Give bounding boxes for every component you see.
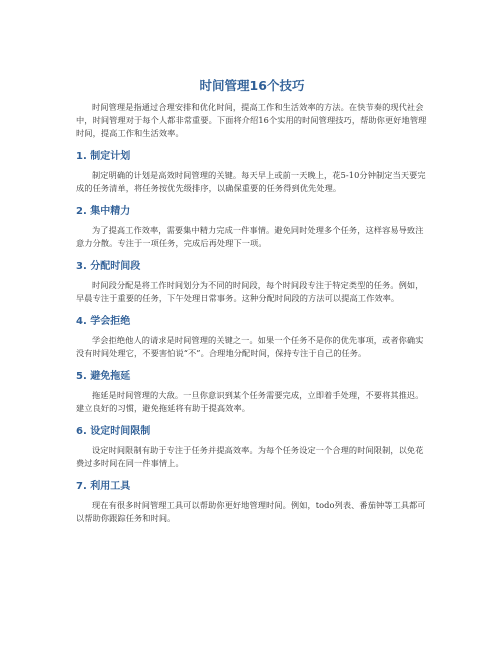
section-2: [76, 205, 428, 250]
section-body: 时间段分配是将工作时间划分为不同的时间段，每个时间段专注于特定类型的任务。例如，早晨专注于重要的任务，下午处理日常事务。这种分配时间段的方法可以提高工作效率。: [76, 280, 424, 303]
intro-paragraph: 时间管理是指通过合理安排和优化时间，提高工作和生活效率的方法。在快节奏的现代社会中，时间管理对于每个人都非常重要。下面将介绍16个实用的时间管理技巧，帮助你更好地管理时间，提高工作和生活效率。: [76, 102, 427, 138]
section-body: 拖延是时间管理的大敌。一旦你意识到某个任务需要完成，立即着手处理，不要将其推迟。建立良好的习惯，避免拖延将有助于提高效率。: [76, 390, 424, 413]
section-6: [76, 425, 428, 470]
section-heading: 3. 分配时间段: [76, 261, 141, 272]
document-title: 时间管理16个技巧: [199, 78, 305, 93]
section-body: 设定时间限制有助于专注于任务并提高效率。为每个任务设定一个合理的时间限制，以免花费过多时间在同一件事情上。: [76, 445, 424, 468]
document-content: [76, 78, 428, 525]
section-5: [76, 370, 428, 415]
section-1: [76, 150, 428, 195]
section-heading: 2. 集中精力: [76, 206, 131, 217]
section-heading: 5. 避免拖延: [76, 371, 131, 382]
section-heading: 1. 制定计划: [76, 151, 131, 162]
section-heading: 6. 设定时间限制: [76, 426, 151, 437]
section-body: 学会拒绝他人的请求是时间管理的关键之一。如果一个任务不是你的优先事项，或者你确实没有时间处理它，不要害怕说“不”。合理地分配时间，保持专注于自己的任务。: [76, 335, 424, 358]
section-3: [76, 260, 428, 305]
section-body: 为了提高工作效率，需要集中精力完成一件事情。避免同时处理多个任务，这样容易导致注意力分散。专注于一项任务，完成后再处理下一项。: [76, 225, 424, 248]
section-body: 现在有很多时间管理工具可以帮助你更好地管理时间。例如，todo列表、番茄钟等工具都可以帮助你跟踪任务和时间。: [76, 500, 426, 523]
section-body: 制定明确的计划是高效时间管理的关键。每天早上或前一天晚上，花5-10分钟制定当天要完成的任务清单，将任务按优先级排序，以确保重要的任务得到优先处理。: [76, 170, 426, 193]
section-7: [76, 480, 428, 525]
section-heading: 7. 利用工具: [76, 481, 131, 492]
section-4: [76, 315, 428, 360]
section-heading: 4. 学会拒绝: [76, 316, 131, 327]
